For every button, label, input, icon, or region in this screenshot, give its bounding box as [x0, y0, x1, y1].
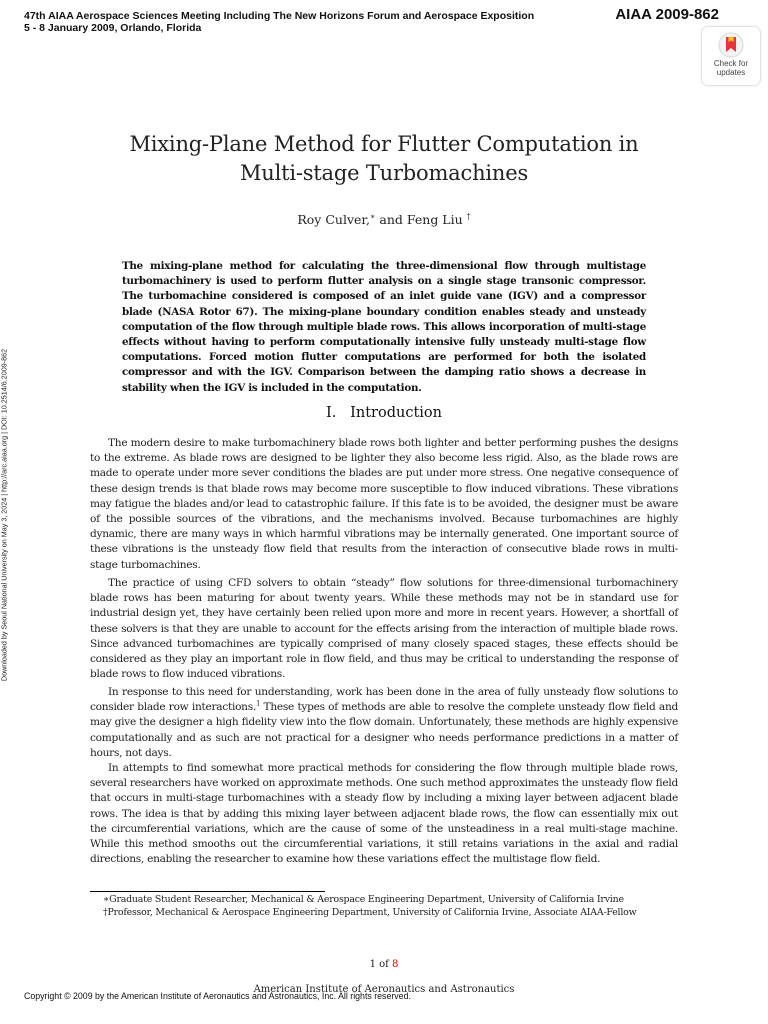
section-title: Introduction: [350, 405, 442, 421]
section-number: I.: [325, 405, 337, 421]
paragraph-2: The practice of using CFD solvers to obtain “steady” flow solutions for three-dimensional turbomachinery blade rows has been maturing for about twenty years. While these methods may not be in standard use for industrial design yet, they have certainly been relied upon more and more in recent years. However, a shortfall of these solvers is that they are unable to account for the effects arising from the interaction of multiple blade rows. Since advanced turbomachines are typically comprised of many closely spaced stages, these effects should be considered as they play an important role in flow field, and thus may be critical to understanding the response of blade rows to flow induced vibrations.: [90, 577, 678, 681]
footnote-mark-1: ∗: [370, 212, 376, 221]
check-updates-label-2: updates: [716, 68, 746, 77]
copyright-notice: Copyright © 2009 by the American Institute of Aeronautics and Astronautics, Inc. All rights reserved.: [24, 991, 411, 1001]
page-total-link[interactable]: 8: [392, 959, 399, 970]
footnote-mark-2: †: [466, 212, 471, 221]
paragraph-3-text-a: In response to this need for understanding, work has been done in the area of fully unsteady flow solutions to consider blade row interactions.: [90, 686, 678, 714]
footnote-2: †Professor, Mechanical & Aerospace Engineering Department, University of California Irvine, Associate AIAA-Fellow: [103, 907, 637, 918]
conference-dates: 5 - 8 January 2009, Orlando, Florida: [24, 22, 202, 34]
page-of: of: [375, 959, 393, 970]
paragraph-1: The modern desire to make turbomachinery blade rows both lighter and better performing pushes the designs to the extreme. As blade rows are designed to be lighter they also become less rigid. Also, as the blade rows are made to operate under more sever conditions the blades are put under more stress. One negative consequence of these design trends is that blade rows may become more susceptible to flow induced vibrations. These vibrations may fatigue the blades and/or lead to catastrophic failure. If this fate is to be avoided, the designer must be aware of the possible sources of the vibrations, and the mechanisms involved. Because turbomachines are highly dynamic, there are many ways in which harmful vibrations may be internally generated. One important source of these vibrations is the unsteady flow field that results from the interaction of consecutive blade rows in multi-stage turbomachines.: [90, 437, 678, 571]
page-number: [0, 959, 768, 970]
title-line-1: Mixing-Plane Method for Flutter Computation in: [129, 132, 639, 156]
paragraph-4: In attempts to find somewhat more practical methods for considering the flow through multiple blade rows, several researchers have worked on approximate methods. One such method approximates the unsteady flow field that occurs in multi-stage turbomachines with a steady flow by including a mixing layer between adjacent blade rows. The idea is that by adding this mixing layer between adjacent blade rows, the flow can essentially mix out the circumferential variations, which are the cause of some of the unsteadiness in a real multi-stage machine. While this method smooths out the circumferential variations, it still retains variations in the axial and radial directions, enabling the researcher to examine how these variations effect the multistage flow field.: [90, 762, 678, 866]
download-watermark-text: Downloaded by Seoul National University on May 3, 2024 | http://arc.aiaa.org | DOI: 10.2514/6.2009-862: [0, 348, 9, 682]
conference-name: 47th AIAA Aerospace Sciences Meeting Including The New Horizons Forum and Aerospace Exposition: [24, 10, 535, 22]
check-updates-label: Check for: [713, 59, 749, 68]
author-2: and Feng Liu: [375, 212, 467, 228]
title-line-2: Multi-stage Turbomachines: [239, 161, 529, 185]
footnote-divider: [90, 891, 325, 892]
bookmark-ribbon-icon: [718, 32, 744, 58]
author-list: [60, 212, 708, 227]
conference-header: [24, 10, 534, 34]
paragraph-3: [90, 685, 678, 761]
paper-title: [60, 130, 708, 188]
section-heading: [60, 405, 708, 421]
download-watermark: [0, 320, 10, 710]
page-current: 1: [369, 959, 376, 970]
citation-ref[interactable]: 1: [255, 699, 261, 708]
footnote-1: ∗Graduate Student Researcher, Mechanical & Aerospace Engineering Department, University of California Irvine: [103, 894, 624, 905]
publisher-footer: American Institute of Aeronautics and Astronautics: [253, 984, 515, 995]
author-1: Roy Culver,: [297, 212, 370, 228]
paragraph-3-text-b: These types of methods are able to resolve the complete unsteady flow field and may give the designer a high fidelity view into the flow domain. Unfortunately, these methods are highly expensive computationally and as such are not practical for a designer who needs performance predictions in a matter of hours, not days.: [90, 701, 678, 759]
paper-id: AIAA 2009-862: [615, 6, 719, 23]
check-for-updates-badge[interactable]: [702, 27, 760, 85]
abstract: The mixing-plane method for calculating the three-dimensional flow through multistage turbomachinery is used to perform flutter analysis on a single stage transonic compressor. The turbomachine considered is composed of an inlet guide vane (IGV) and a compressor blade (NASA Rotor 67). The mixing-plane boundary condition enables steady and unsteady computation of the flow through multiple blade rows. This allows incorporation of multi-stage effects without having to perform computationally intensive fully unsteady multi-stage flow computations. Forced motion flutter computations are performed for both the isolated compressor and with the IGV. Comparison between the damping ratio shows a decrease in stability when the IGV is included in the computation.: [122, 260, 646, 394]
